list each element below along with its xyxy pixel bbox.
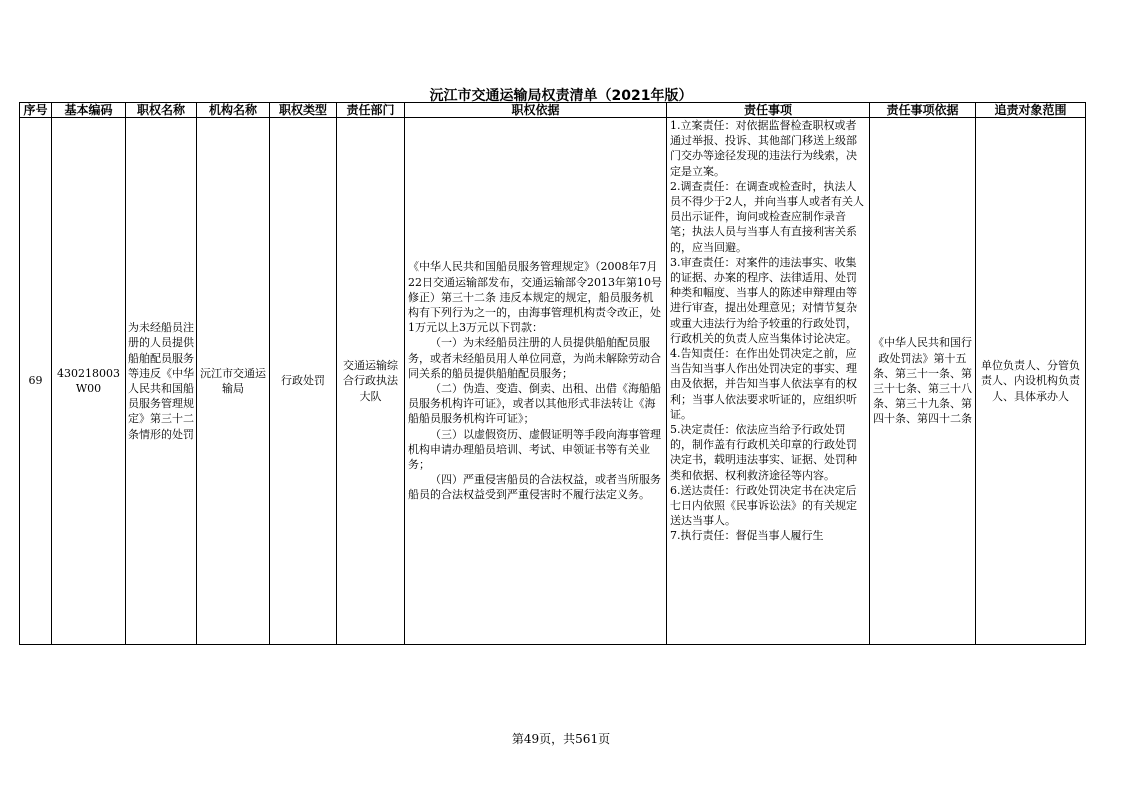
cell-dept: 交通运输综合行政执法大队: [337, 118, 405, 645]
cell-power-name: 为未经船员注册的人员提供船舶配员服务等违反《中华人民共和国船员服务管理规定》第三十二条情形的处罚: [126, 118, 197, 645]
header-seq: 序号: [20, 103, 52, 118]
basis-item: （四）严重侵害船员的合法权益，或者当所服务船员的合法权益受到严重侵害时不履行法定义务。: [408, 473, 661, 502]
cell-accountability: 单位负责人、分管负责人、内设机构负责人、具体承办人: [976, 118, 1086, 645]
basis-item: （二）伪造、变造、倒卖、出租、出借《海船船员服务机构许可证》，或者以其他形式非法转让《海船船员服务机构许可证》；: [408, 382, 661, 426]
cell-seq: 69: [20, 118, 52, 645]
cell-org-name: 沅江市交通运输局: [197, 118, 270, 645]
page-title: 沅江市交通运输局权责清单（2021年版）: [429, 88, 693, 104]
header-duty-basis: 责任事项依据: [870, 103, 976, 118]
cell-power-type: 行政处罚: [270, 118, 337, 645]
duty-item: 6.送达责任：行政处罚决定书在决定后七日内依照《民事诉讼法》的有关规定送达当事人。: [670, 483, 857, 528]
basis-paragraph: 《中华人民共和国船员服务管理规定》（2008年7月22日交通运输部发布，交通运输部令2013年第10号修正）第三十二条 违反本规定的规定，船员服务机构有下列行为之一的，由海事管理机构责令改正，处1万元以上3万元以下罚款：: [408, 260, 662, 335]
duty-item: 7.执行责任：督促当事人履行生: [670, 529, 824, 543]
cell-code: 430218003W00: [52, 118, 126, 645]
cell-basis: [405, 118, 667, 645]
responsibility-table: [19, 102, 1086, 645]
cell-duty-basis: 《中华人民共和国行政处罚法》第十五条、第三十一条、第三十七条、第三十八条、第三十九条、第四十条、第四十二条: [870, 118, 976, 645]
header-code: 基本编码: [52, 103, 126, 118]
duty-item: 1.立案责任：对依据监督检查职权或者通过举报、投诉、其他部门移送上级部门交办等途径发现的违法行为线索，决定是立案。: [670, 119, 857, 178]
header-dept: 责任部门: [337, 103, 405, 118]
basis-item: （一）为未经船员注册的人员提供船舶配员服务，或者未经船员用人单位同意，为尚未解除劳动合同关系的船员提供船舶配员服务；: [408, 336, 661, 380]
header-accountability: 追责对象范围: [976, 103, 1086, 118]
table-row: [20, 118, 1086, 645]
duty-item: 2.调查责任：在调查或检查时，执法人员不得少于2人，并向当事人或者有关人员出示证件，询问或检查应制作录音笔；执法人员与当事人有直接利害关系的，应当回避。: [670, 179, 864, 254]
header-basis: 职权依据: [405, 103, 667, 118]
page-number: 第49页，共561页: [511, 732, 611, 746]
duty-item: 5.决定责任：依法应当给予行政处罚的，制作盖有行政机关印章的行政处罚决定书，载明违法事实、证据、处罚种类和依据、权利救济途径等内容。: [670, 423, 857, 482]
header-power-type: 职权类型: [270, 103, 337, 118]
header-row: [20, 103, 1086, 118]
header-duties: 责任事项: [667, 103, 870, 118]
basis-item: （三）以虚假资历、虚假证明等手段向海事管理机构申请办理船员培训、考试、申领证书等有关业务；: [408, 427, 661, 472]
duty-item: 3.审查责任：对案件的违法事实、收集的证据、办案的程序、法律适用、处罚种类和幅度、当事人的陈述申辩理由等进行审查，提出处理意见；对情节复杂或重大违法行为给予较重的行政处罚，行政机关的负责人应当集体讨论决定。: [670, 255, 857, 345]
header-org-name: 机构名称: [197, 103, 270, 118]
cell-duties: [667, 118, 870, 645]
header-power-name: 职权名称: [126, 103, 197, 118]
duty-item: 4.告知责任：在作出处罚决定之前，应当告知当事人作出处罚决定的事实、理由及依据，并告知当事人依法享有的权利；当事人依法要求听证的，应组织听证。: [670, 347, 857, 421]
